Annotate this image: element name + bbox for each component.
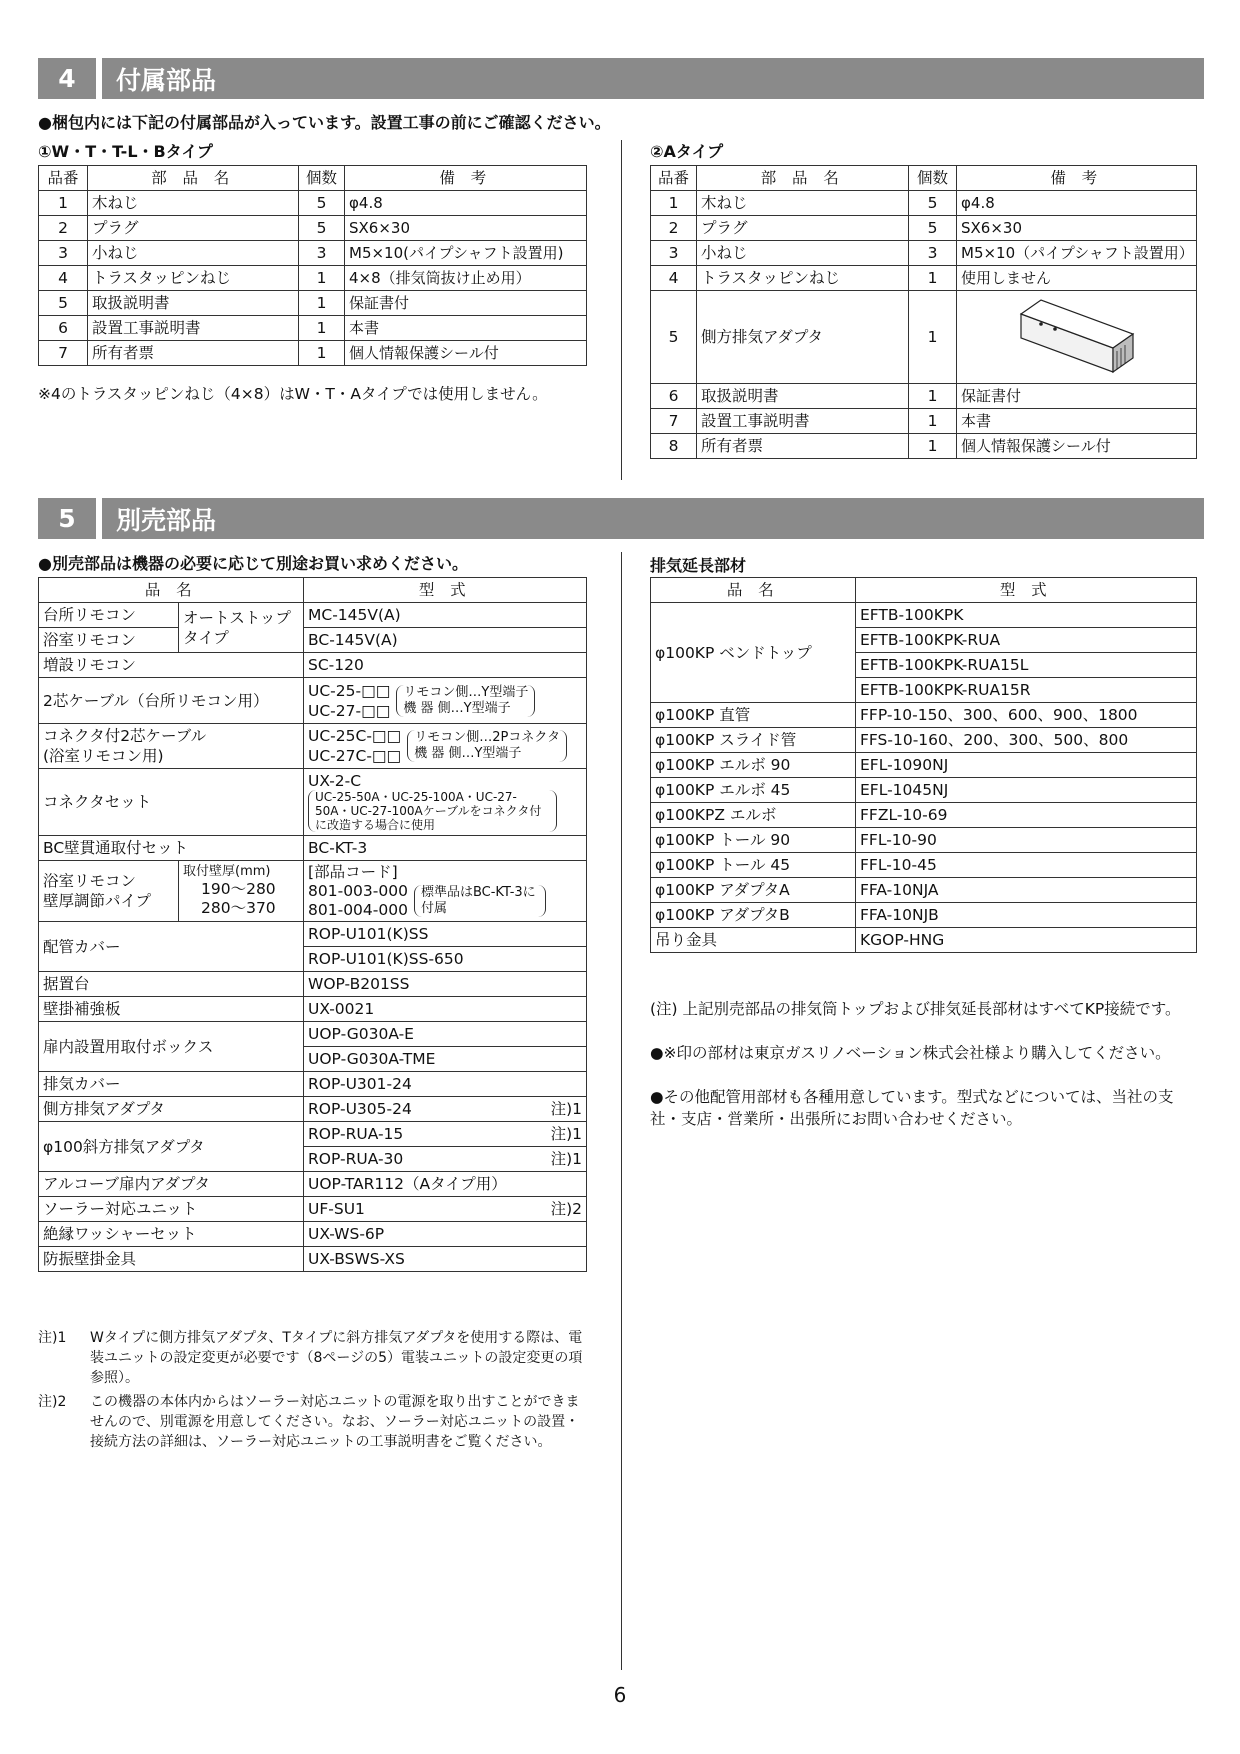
part-name: 側方排気アダプタ (39, 1097, 304, 1122)
table-cell: 所有者票 (697, 434, 909, 459)
section-5-header (38, 498, 1204, 539)
part-model: UOP-G030A-TME (304, 1047, 587, 1072)
table-cell: プラグ (697, 216, 909, 241)
table-row (39, 316, 587, 341)
table-cell: 8 (651, 434, 697, 459)
table-cell: FFA-10NJB (856, 903, 1197, 928)
table-cell: 設置工事説明書 (88, 316, 299, 341)
part-name: コネクタ付2芯ケーブル (43, 727, 207, 745)
section-5-lead: ●別売部品は機器の必要に応じて別途お買い求めください。 (38, 554, 468, 573)
part-model: SC-120 (304, 653, 587, 678)
table-row (39, 341, 587, 366)
col-header: 備 考 (345, 166, 587, 191)
part-model-cell (304, 769, 587, 836)
table-cell: 1 (299, 316, 345, 341)
part-model: UC-27-□□ (308, 701, 391, 720)
table-cell: 1 (299, 291, 345, 316)
part-code: 801-003-000 (308, 881, 408, 900)
table-row (651, 291, 1197, 384)
table-cell: 5 (651, 291, 697, 384)
table-cell: φ4.8 (345, 191, 587, 216)
table-row (651, 603, 1197, 628)
part-name: 浴室リモコン (39, 628, 179, 653)
table-row (651, 928, 1197, 953)
note-line: 機 器 側…Y型端子 (403, 700, 511, 716)
table-cell: 3 (39, 241, 88, 266)
exhaust-note-2: ●※印の部材は東京ガスリノベーション株式会社様より購入してください。 (650, 1044, 1171, 1062)
part-name: アルコーブ扉内アダプタ (39, 1172, 304, 1197)
table-row (39, 653, 587, 678)
model-note: UC-25-50A・UC-25-100A・UC-27-50A・UC-27-100Aケーブルをコネクタ付に改造する場合に使用 (308, 790, 557, 832)
table-row (39, 972, 587, 997)
table-cell: 1 (909, 384, 957, 409)
part-model: WOP-B201SS (304, 972, 587, 997)
part-model-cell (304, 1097, 587, 1122)
part-name: コネクタセット (39, 769, 304, 836)
part-name-sub: (浴室リモコン用) (43, 747, 164, 765)
table-row (651, 778, 1197, 803)
table-cell: φ100KPZ エルボ (651, 803, 856, 828)
table-cell: 本書 (345, 316, 587, 341)
section-title: 付属部品 (116, 65, 217, 95)
table-row (39, 724, 587, 769)
table-cell: EFL-1045NJ (856, 778, 1197, 803)
table-cell: 6 (651, 384, 697, 409)
table-cell: 木ねじ (697, 191, 909, 216)
part-model: EFTB-100KPK-RUA (856, 628, 1197, 653)
section-4-lead: ●梱包内には下記の付属部品が入っています。設置工事の前にご確認ください。 (38, 113, 611, 132)
part-model: UC-25-□□ (308, 681, 391, 700)
col-header: 型 式 (856, 578, 1197, 603)
part-model: ROP-U101(K)SS-650 (304, 947, 587, 972)
part-model: UC-25C-□□ (308, 727, 402, 745)
table-row (651, 753, 1197, 778)
part-name: 増設リモコン (39, 653, 304, 678)
table-cell: 1 (909, 434, 957, 459)
col-header: 個数 (909, 166, 957, 191)
col-header: 部 品 名 (697, 166, 909, 191)
col-header: 部 品 名 (88, 166, 299, 191)
table-cell: φ100KP アダプタA (651, 878, 856, 903)
exhaust-note-3: ●その他配管用部材も各種用意しています。型式などについては、当社の支社・支店・営業所・出張所にお問い合わせください。 (650, 1088, 1174, 1128)
note-line: 機 器 側…Y型端子 (414, 746, 522, 761)
exhaust-title: 排気延長部材 (650, 556, 747, 575)
table-cell: 小ねじ (697, 241, 909, 266)
part-name: BC壁貫通取付セット (39, 836, 304, 861)
table-cell: 吊り金具 (651, 928, 856, 953)
table-cell: M5×10（パイプシャフト設置用） (957, 241, 1197, 266)
part-model: EFTB-100KPK-RUA15R (856, 678, 1197, 703)
section-4-header (38, 58, 1204, 99)
model-note: 標準品はBC-KT-3に付属 (414, 885, 546, 917)
table-cell: FFP-10-150、300、600、900、1800 (856, 703, 1197, 728)
table-cell: 設置工事説明書 (697, 409, 909, 434)
table-cell: 1 (299, 341, 345, 366)
footnote-label: 注)2 (38, 1394, 67, 1410)
part-model: MC-145V(A) (304, 603, 587, 628)
part-name: φ100KP ベンドトップ (651, 603, 856, 703)
model-list (308, 882, 408, 920)
part-model-cell (304, 861, 587, 922)
part-name: 据置台 (39, 972, 304, 997)
table-cell: 3 (651, 241, 697, 266)
table-row (39, 291, 587, 316)
table-cell: 保証書付 (345, 291, 587, 316)
col-header: 型 式 (304, 578, 587, 603)
code-title: [部品コード] (308, 862, 398, 881)
table-cell: 個人情報保護シール付 (957, 434, 1197, 459)
table-cell: 3 (909, 241, 957, 266)
part-model: UOP-TAR112（Aタイプ用） (304, 1172, 587, 1197)
part-model: BC-145V(A) (304, 628, 587, 653)
table-cell: 7 (39, 341, 88, 366)
table-row (651, 384, 1197, 409)
part-model: ROP-U305-24 (308, 1100, 412, 1118)
part-name-sub: 壁厚調節パイプ (43, 892, 152, 910)
part-type: オートストップタイプ (179, 603, 304, 653)
model-list (308, 726, 401, 766)
table-row (39, 836, 587, 861)
table-cell: φ100KP エルボ 45 (651, 778, 856, 803)
table-cell: トラスタッピンねじ (88, 266, 299, 291)
table-row (39, 1222, 587, 1247)
part-model: UX-2-C (308, 772, 362, 790)
wall-thickness-cell (179, 861, 304, 922)
accessories-table-a (650, 165, 1197, 459)
table-row (651, 853, 1197, 878)
table-header-row (651, 166, 1197, 191)
table-cell: 3 (299, 241, 345, 266)
part-model: UC-27C-□□ (308, 747, 402, 765)
table-cell: 5 (909, 216, 957, 241)
model-note (396, 685, 535, 717)
part-model-cell (304, 1147, 587, 1172)
table-cell: φ4.8 (957, 191, 1197, 216)
footnote-2 (38, 1392, 586, 1452)
table-cell: FFL-10-45 (856, 853, 1197, 878)
table-row (651, 703, 1197, 728)
footnote-text: この機器の本体内からはソーラー対応ユニットの電源を取り出すことができませんので、別電源を用意してください。なお、ソーラー対応ユニットの設置・接続方法の詳細は、ソーラー対応ユニットの工事説明書をご覧ください。 (90, 1394, 580, 1450)
column-divider (621, 552, 622, 1670)
table-cell: トラスタッピンねじ (697, 266, 909, 291)
table-row (39, 1072, 587, 1097)
exhaust-note-1: (注) 上記別売部品の排気筒トップおよび排気延長部材はすべてKP接続です。 (650, 1000, 1181, 1018)
table-row (651, 903, 1197, 928)
model-pair (308, 726, 582, 766)
footnote-text: Wタイプに側方排気アダプタ、Tタイプに斜方排気アダプタを使用する際は、電装ユニットの設定変更が必要です（8ページの5）電装ユニットの設定変更の項参照）。 (90, 1330, 583, 1386)
note-line: リモコン側…Y型端子 (403, 684, 529, 700)
table-cell: 5 (39, 291, 88, 316)
part-name: 扉内設置用取付ボックス (39, 1022, 304, 1072)
table-row (651, 191, 1197, 216)
note-line: リモコン側…2Pコネクタ (414, 730, 561, 745)
band-divider (96, 498, 102, 539)
table-cell: 7 (651, 409, 697, 434)
table-row (651, 728, 1197, 753)
note-ref: 注)1 (550, 1125, 583, 1143)
table-cell: KGOP-HNG (856, 928, 1197, 953)
table-cell: 5 (909, 191, 957, 216)
col-header: 備 考 (957, 166, 1197, 191)
part-model-cell (304, 724, 587, 769)
optional-parts-table (38, 577, 587, 1272)
table-row (651, 803, 1197, 828)
table-row (39, 1247, 587, 1272)
table-header-row (39, 578, 587, 603)
table-cell: 取扱説明書 (88, 291, 299, 316)
table-cell: 本書 (957, 409, 1197, 434)
section-number: 4 (58, 64, 76, 93)
part-name-cell (39, 724, 304, 769)
table-header-row (39, 166, 587, 191)
part-name: 浴室リモコン (43, 872, 137, 890)
side-exhaust-adapter-illustration (1017, 292, 1137, 378)
table-cell: 個人情報保護シール付 (345, 341, 587, 366)
right-table-subtitle: ②Aタイプ (650, 142, 724, 161)
table-cell: 4 (651, 266, 697, 291)
table-row (39, 1197, 587, 1222)
table-cell: φ100KP トール 45 (651, 853, 856, 878)
table-cell: 1 (39, 191, 88, 216)
table-row (651, 241, 1197, 266)
part-model: ROP-RUA-30 (308, 1150, 404, 1168)
table-row (39, 769, 587, 836)
part-model-cell (304, 678, 587, 724)
footnote-label: 注)1 (38, 1330, 67, 1346)
col-header: 品番 (651, 166, 697, 191)
table-cell: 使用しません (957, 266, 1197, 291)
part-model: UX-0021 (304, 997, 587, 1022)
adapter-illustration-cell (957, 291, 1197, 384)
table-cell: 5 (299, 191, 345, 216)
part-name: 絶縁ワッシャーセット (39, 1222, 304, 1247)
table-row (651, 828, 1197, 853)
part-name: 防振壁掛金具 (39, 1247, 304, 1272)
part-model-cell (304, 1122, 587, 1147)
wall-thickness: 280～370 (201, 899, 276, 917)
col-header: 品 名 (39, 578, 304, 603)
table-row (651, 434, 1197, 459)
table-cell: 1 (299, 266, 345, 291)
table-row (39, 922, 587, 947)
table-cell: 1 (651, 191, 697, 216)
part-model: UF-SU1 (308, 1200, 365, 1218)
table-cell: 5 (299, 216, 345, 241)
part-model: ROP-U101(K)SS (304, 922, 587, 947)
table-cell: 木ねじ (88, 191, 299, 216)
left-table-subtitle: ①W・T・T-L・Bタイプ (38, 142, 213, 161)
part-name-cell (39, 861, 179, 922)
part-name: 2芯ケーブル（台所リモコン用） (39, 678, 304, 724)
column-divider (621, 140, 622, 480)
part-name: φ100斜方排気アダプタ (39, 1122, 304, 1172)
col-header: 品 名 (651, 578, 856, 603)
table-row (651, 878, 1197, 903)
table-row (39, 997, 587, 1022)
part-model: ROP-U301-24 (304, 1072, 587, 1097)
exhaust-parts-table (650, 577, 1197, 953)
table-header-row (651, 578, 1197, 603)
table-cell: φ100KP エルボ 90 (651, 753, 856, 778)
part-name: 台所リモコン (39, 603, 179, 628)
table-cell: 4×8（排気筒抜け止め用） (345, 266, 587, 291)
table-row (39, 216, 587, 241)
left-table-note: ※4のトラスタッピンねじ（4×8）はW・T・Aタイプでは使用しません。 (38, 385, 548, 403)
table-row (39, 266, 587, 291)
table-cell: プラグ (88, 216, 299, 241)
model-list (308, 681, 390, 721)
model-note (407, 730, 567, 762)
table-row (39, 678, 587, 724)
table-cell: 1 (909, 291, 957, 384)
part-model: UX-WS-6P (304, 1222, 587, 1247)
col-header: 個数 (299, 166, 345, 191)
table-cell: φ100KP スライド管 (651, 728, 856, 753)
table-cell: 1 (909, 409, 957, 434)
table-cell: 小ねじ (88, 241, 299, 266)
part-name: 配管カバー (39, 922, 304, 972)
band-divider (96, 58, 102, 99)
table-cell: 2 (651, 216, 697, 241)
table-cell: FFA-10NJA (856, 878, 1197, 903)
part-name: 壁掛補強板 (39, 997, 304, 1022)
page-number: 6 (613, 1683, 627, 1707)
table-row (39, 861, 587, 922)
table-cell: 1 (909, 266, 957, 291)
part-model: BC-KT-3 (304, 836, 587, 861)
note-ref: 注)1 (550, 1100, 583, 1118)
part-model: ROP-RUA-15 (308, 1125, 404, 1143)
part-model: EFTB-100KPK-RUA15L (856, 653, 1197, 678)
table-cell: φ100KP トール 90 (651, 828, 856, 853)
table-row (651, 216, 1197, 241)
model-pair (308, 681, 582, 721)
table-row (39, 1097, 587, 1122)
part-model-cell (304, 1197, 587, 1222)
table-cell: 保証書付 (957, 384, 1197, 409)
table-cell: FFS-10-160、200、300、500、800 (856, 728, 1197, 753)
part-name: 排気カバー (39, 1072, 304, 1097)
table-row (651, 266, 1197, 291)
table-row (651, 409, 1197, 434)
table-row (39, 603, 587, 628)
wall-thickness-title: 取付壁厚(mm) (183, 864, 271, 879)
table-row (39, 1172, 587, 1197)
part-name: ソーラー対応ユニット (39, 1197, 304, 1222)
table-cell: SX6×30 (957, 216, 1197, 241)
table-cell: 4 (39, 266, 88, 291)
table-cell: FFL-10-90 (856, 828, 1197, 853)
table-cell: φ100KP アダプタB (651, 903, 856, 928)
table-cell: 2 (39, 216, 88, 241)
part-model: UOP-G030A-E (304, 1022, 587, 1047)
table-cell: EFL-1090NJ (856, 753, 1197, 778)
footnote-1 (38, 1328, 586, 1388)
table-cell: M5×10(パイプシャフト設置用) (345, 241, 587, 266)
table-cell: 所有者票 (88, 341, 299, 366)
part-model: UX-BSWS-XS (304, 1247, 587, 1272)
part-code: 801-004-000 (308, 900, 408, 919)
table-row (39, 1122, 587, 1147)
table-cell: FFZL-10-69 (856, 803, 1197, 828)
table-cell: 側方排気アダプタ (697, 291, 909, 384)
table-cell: φ100KP 直管 (651, 703, 856, 728)
note-ref: 注)2 (550, 1200, 583, 1218)
section-number: 5 (58, 504, 76, 533)
table-cell: SX6×30 (345, 216, 587, 241)
table-row (39, 628, 587, 653)
model-pair (308, 882, 582, 920)
col-header: 品番 (39, 166, 88, 191)
table-cell: 6 (39, 316, 88, 341)
table-row (39, 1022, 587, 1047)
part-model: EFTB-100KPK (856, 603, 1197, 628)
section-title: 別売部品 (116, 505, 217, 535)
table-row (39, 241, 587, 266)
wall-thickness: 190～280 (201, 880, 276, 898)
table-row (39, 191, 587, 216)
note-ref: 注)1 (550, 1150, 583, 1168)
accessories-table-wttlb (38, 165, 587, 366)
table-cell: 取扱説明書 (697, 384, 909, 409)
